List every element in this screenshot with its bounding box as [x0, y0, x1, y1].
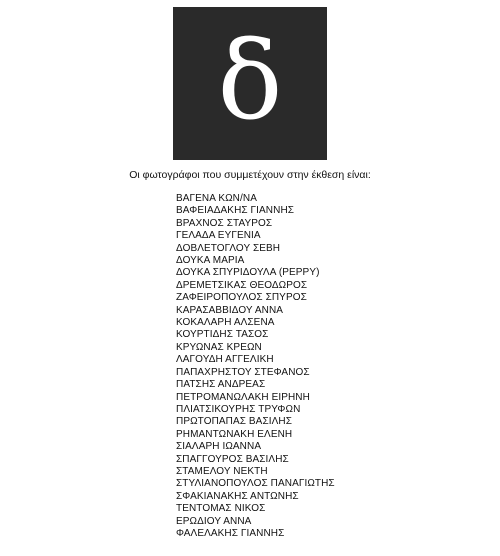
photographer-name: ΠΑΠΑΧΡΗΣΤΟΥ ΣΤΕΦΑΝΟΣ	[176, 366, 310, 378]
photographer-name: ΔΟΒΛΕΤΟΓΛΟΥ ΣΕΒΗ	[176, 242, 281, 254]
photographer-name: ΒΑΓΕΝΑ ΚΩΝ/ΝΑ	[176, 193, 257, 204]
intro-text: Οι φωτογράφοι που συμμετέχουν στην έκθεση είναι:	[129, 169, 371, 181]
photographer-name: ΤΕΝΤΟΜΑΣ ΝΙΚΟΣ	[176, 503, 266, 515]
photographer-name: ΠΕΤΡΟΜΑΝΩΛΑΚΗ ΕΙΡΗΝΗ	[176, 391, 310, 403]
photographer-name: ΖΑΦΕΙΡΟΠΟΥΛΟΣ ΣΠΥΡΟΣ	[176, 292, 307, 304]
photographer-name: ΠΛΙΑΤΣΙΚΟΥΡΗΣ ΤΡΥΦΩΝ	[176, 403, 301, 415]
photographer-name: ΣΙΑΛΑΡΗ ΙΩΑΝΝΑ	[176, 441, 262, 453]
logo	[173, 7, 327, 160]
photographer-name: ΠΡΩΤΟΠΑΠΑΣ ΒΑΣΙΛΗΣ	[176, 416, 292, 428]
photographer-name: ΔΡΕΜΕΤΣΙΚΑΣ ΘΕΟΔΩΡΟΣ	[176, 279, 308, 291]
photographer-name: ΒΑΦΕΙΑΔΑΚΗΣ ΓΙΑΝΝΗΣ	[176, 205, 295, 217]
photographer-name: ΚΑΡΑΣΑΒΒΙΔΟΥ ΑΝΝΑ	[176, 304, 284, 316]
photographer-name: ΛΑΓΟΥΔΗ ΑΓΓΕΛΙΚΗ	[176, 354, 274, 366]
photographer-name: ΣΤΥΛΙΑΝΟΠΟΥΛΟΣ ΠΑΝΑΓΙΩΤΗΣ	[176, 478, 335, 490]
photographer-name: ΣΦΑΚΙΑΝΑΚΗΣ ΑΝΤΩΝΗΣ	[176, 490, 299, 502]
photographer-name: ΡΗΜΑΝΤΩΝΑΚΗ ΕΛΕΝΗ	[176, 428, 293, 440]
photographer-name: ΣΠΑΓΓΟΥΡΟΣ ΒΑΣΙΛΗΣ	[176, 453, 289, 465]
photographer-name: ΠΑΤΣΗΣ ΑΝΔΡΕΑΣ	[176, 379, 266, 391]
photographer-name: ΓΕΛΑΔΑ ΕΥΓΕΝΙΑ	[176, 230, 261, 242]
photographer-name: ΣΤΑΜΕΛΟΥ ΝΕΚΤΗ	[176, 465, 268, 477]
photographer-name: ΚΟΚΑΛΑΡΗ ΑΛΣΕΝΑ	[176, 317, 275, 329]
photographer-list	[176, 193, 335, 540]
photographer-name: ΒΡΑΧΝΟΣ ΣΤΑΥΡΟΣ	[176, 217, 273, 229]
photographer-name: ΕΡΩΔΙΟΥ ΑΝΝΑ	[176, 515, 252, 527]
photographer-name: ΔΟΥΚΑ ΣΠΥΡΙΔΟΥΛΑ (PEPPY)	[176, 267, 320, 279]
photographer-name: ΦΑΛΕΛΑΚΗΣ ΓΙΑΝΝΗΣ	[176, 527, 285, 539]
logo-delta-glyph: δ	[217, 18, 283, 144]
photographer-name: ΚΡΥΩΝΑΣ ΚΡΕΩΝ	[176, 341, 262, 353]
photographer-name: ΔΟΥΚΑ ΜΑΡΙΑ	[176, 255, 245, 267]
photographer-name: ΚΟΥΡΤΙΔΗΣ ΤΑΣΟΣ	[176, 329, 269, 341]
